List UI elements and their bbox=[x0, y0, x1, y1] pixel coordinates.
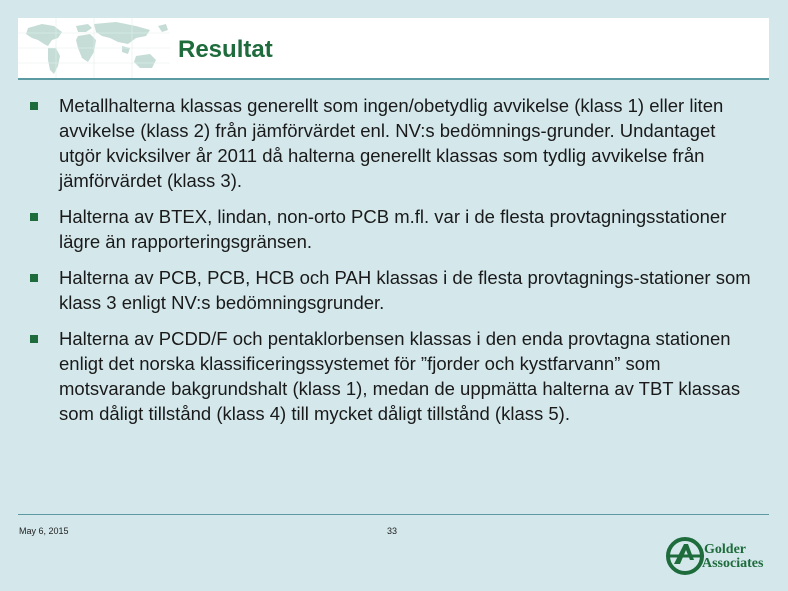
bullet-text: Halterna av PCDD/F och pentaklorbensen klassas i den enda provtagna stationen enligt det norska klassificeringssystemet för ”fjorder och kystfarvann” som motsvarande bakgrundshalt (klass 1), medan de uppmätta halterna av TBT klassas som dåligt tillstånd (klass 4) till mycket dåligt tillstånd (klass 5). bbox=[59, 328, 741, 424]
bullet-item bbox=[30, 93, 762, 193]
bullet-text: Halterna av PCB, PCB, HCB och PAH klassas i de flesta provtagnings-stationer som klass 3 enligt NV:s bedömningsgrunder. bbox=[59, 267, 751, 313]
square-bullet-icon bbox=[30, 213, 38, 221]
world-map-icon bbox=[18, 18, 170, 78]
logo-text-golder: Golder bbox=[704, 542, 746, 557]
square-bullet-icon bbox=[30, 335, 38, 343]
page-number: 33 bbox=[387, 526, 398, 536]
square-bullet-icon bbox=[30, 274, 38, 282]
footer-date: May 6, 2015 bbox=[19, 526, 69, 536]
bullet-text: Metallhalterna klassas generellt som ingen/obetydlig avvikelse (klass 1) eller liten avvikelse (klass 2) från jämförvärdet enl. NV:s bedömnings-grunder. Undantaget utgör kvicksilver år 2011 då halterna generellt klassas som tydlig avvikelse från jämförvärdet (klass 3). bbox=[59, 95, 724, 191]
bullet-item bbox=[30, 204, 762, 254]
logo-text-associates: Associates bbox=[702, 556, 764, 571]
footer-divider bbox=[18, 514, 769, 515]
slide-title: Resultat bbox=[178, 36, 273, 63]
title-bar bbox=[18, 18, 769, 80]
bullet-item bbox=[30, 326, 762, 426]
bullet-list bbox=[30, 93, 762, 437]
square-bullet-icon bbox=[30, 102, 38, 110]
bullet-item bbox=[30, 265, 762, 315]
bullet-text: Halterna av BTEX, lindan, non-orto PCB m.fl. var i de flesta provtagningsstationer lägre än rapporteringsgränsen. bbox=[59, 206, 727, 252]
golder-logo bbox=[664, 534, 774, 578]
